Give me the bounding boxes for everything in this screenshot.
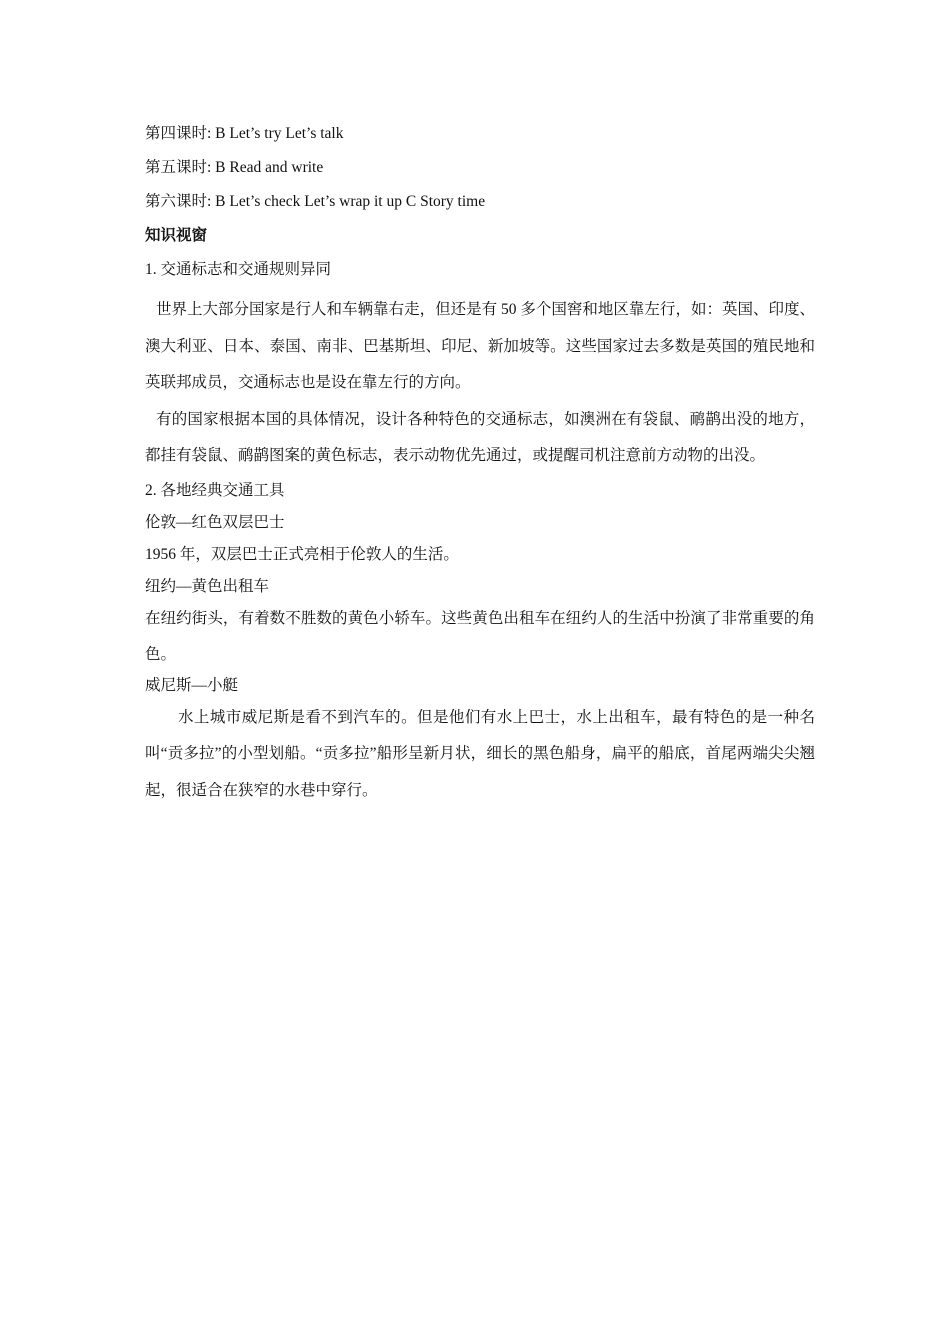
venice-title: 威尼斯—小艇 — [145, 676, 239, 694]
venice-text: 水上城市威尼斯是看不到汽车的。但是他们有水上巴士，水上出租车，最有特色的是一种名叫“贡多拉”的小型划船。“贡多拉”船形呈新月状，细长的黑色船身，扁平的船底，首尾两端尖尖翘起，很适合在狭窄的水巷中穿行。 — [145, 708, 815, 799]
lesson-5: 第五课时: B Read and write — [145, 159, 324, 176]
london-text: 1956 年，双层巴士正式亮相于伦敦人的生活。 — [145, 545, 459, 563]
lesson-4: 第四课时: B Let’s try Let’s talk — [145, 125, 344, 142]
item2-title: 2. 各地经典交通工具 — [145, 481, 285, 499]
newyork-text: 在纽约街头，有着数不胜数的黄色小轿车。这些黄色出租车在纽约人的生活中扮演了非常重要的角色。 — [145, 609, 815, 663]
lesson-6: 第六课时: B Let’s check Let’s wrap it up C Story time — [145, 193, 486, 210]
item1-paragraph-1: 世界上大部分国家是行人和车辆靠右走，但还是有 50 多个国窖和地区靠左行，如：英国、印度、澳大利亚、日本、泰国、南非、巴基斯坦、印尼、新加坡等。这些国家过去多数是英国的殖民地和英联邦成员，交通标志也是设在靠左行的方向。 — [145, 301, 815, 391]
section-heading: 知识视窗 — [145, 227, 208, 244]
item1-title: 1. 交通标志和交通规则异同 — [145, 261, 332, 278]
newyork-title: 纽约—黄色出租车 — [145, 577, 270, 595]
london-title: 伦敦—红色双层巴士 — [145, 513, 285, 531]
item1-paragraph-2: 有的国家根据本国的具体情况，设计各种特色的交通标志，如澳洲在有袋鼠、鸸鹋出没的地方，都挂有袋鼠、鸸鹋图案的黄色标志，表示动物优先通过，或提醒司机注意前方动物的出没。 — [145, 410, 815, 464]
document-page — [145, 124, 815, 809]
